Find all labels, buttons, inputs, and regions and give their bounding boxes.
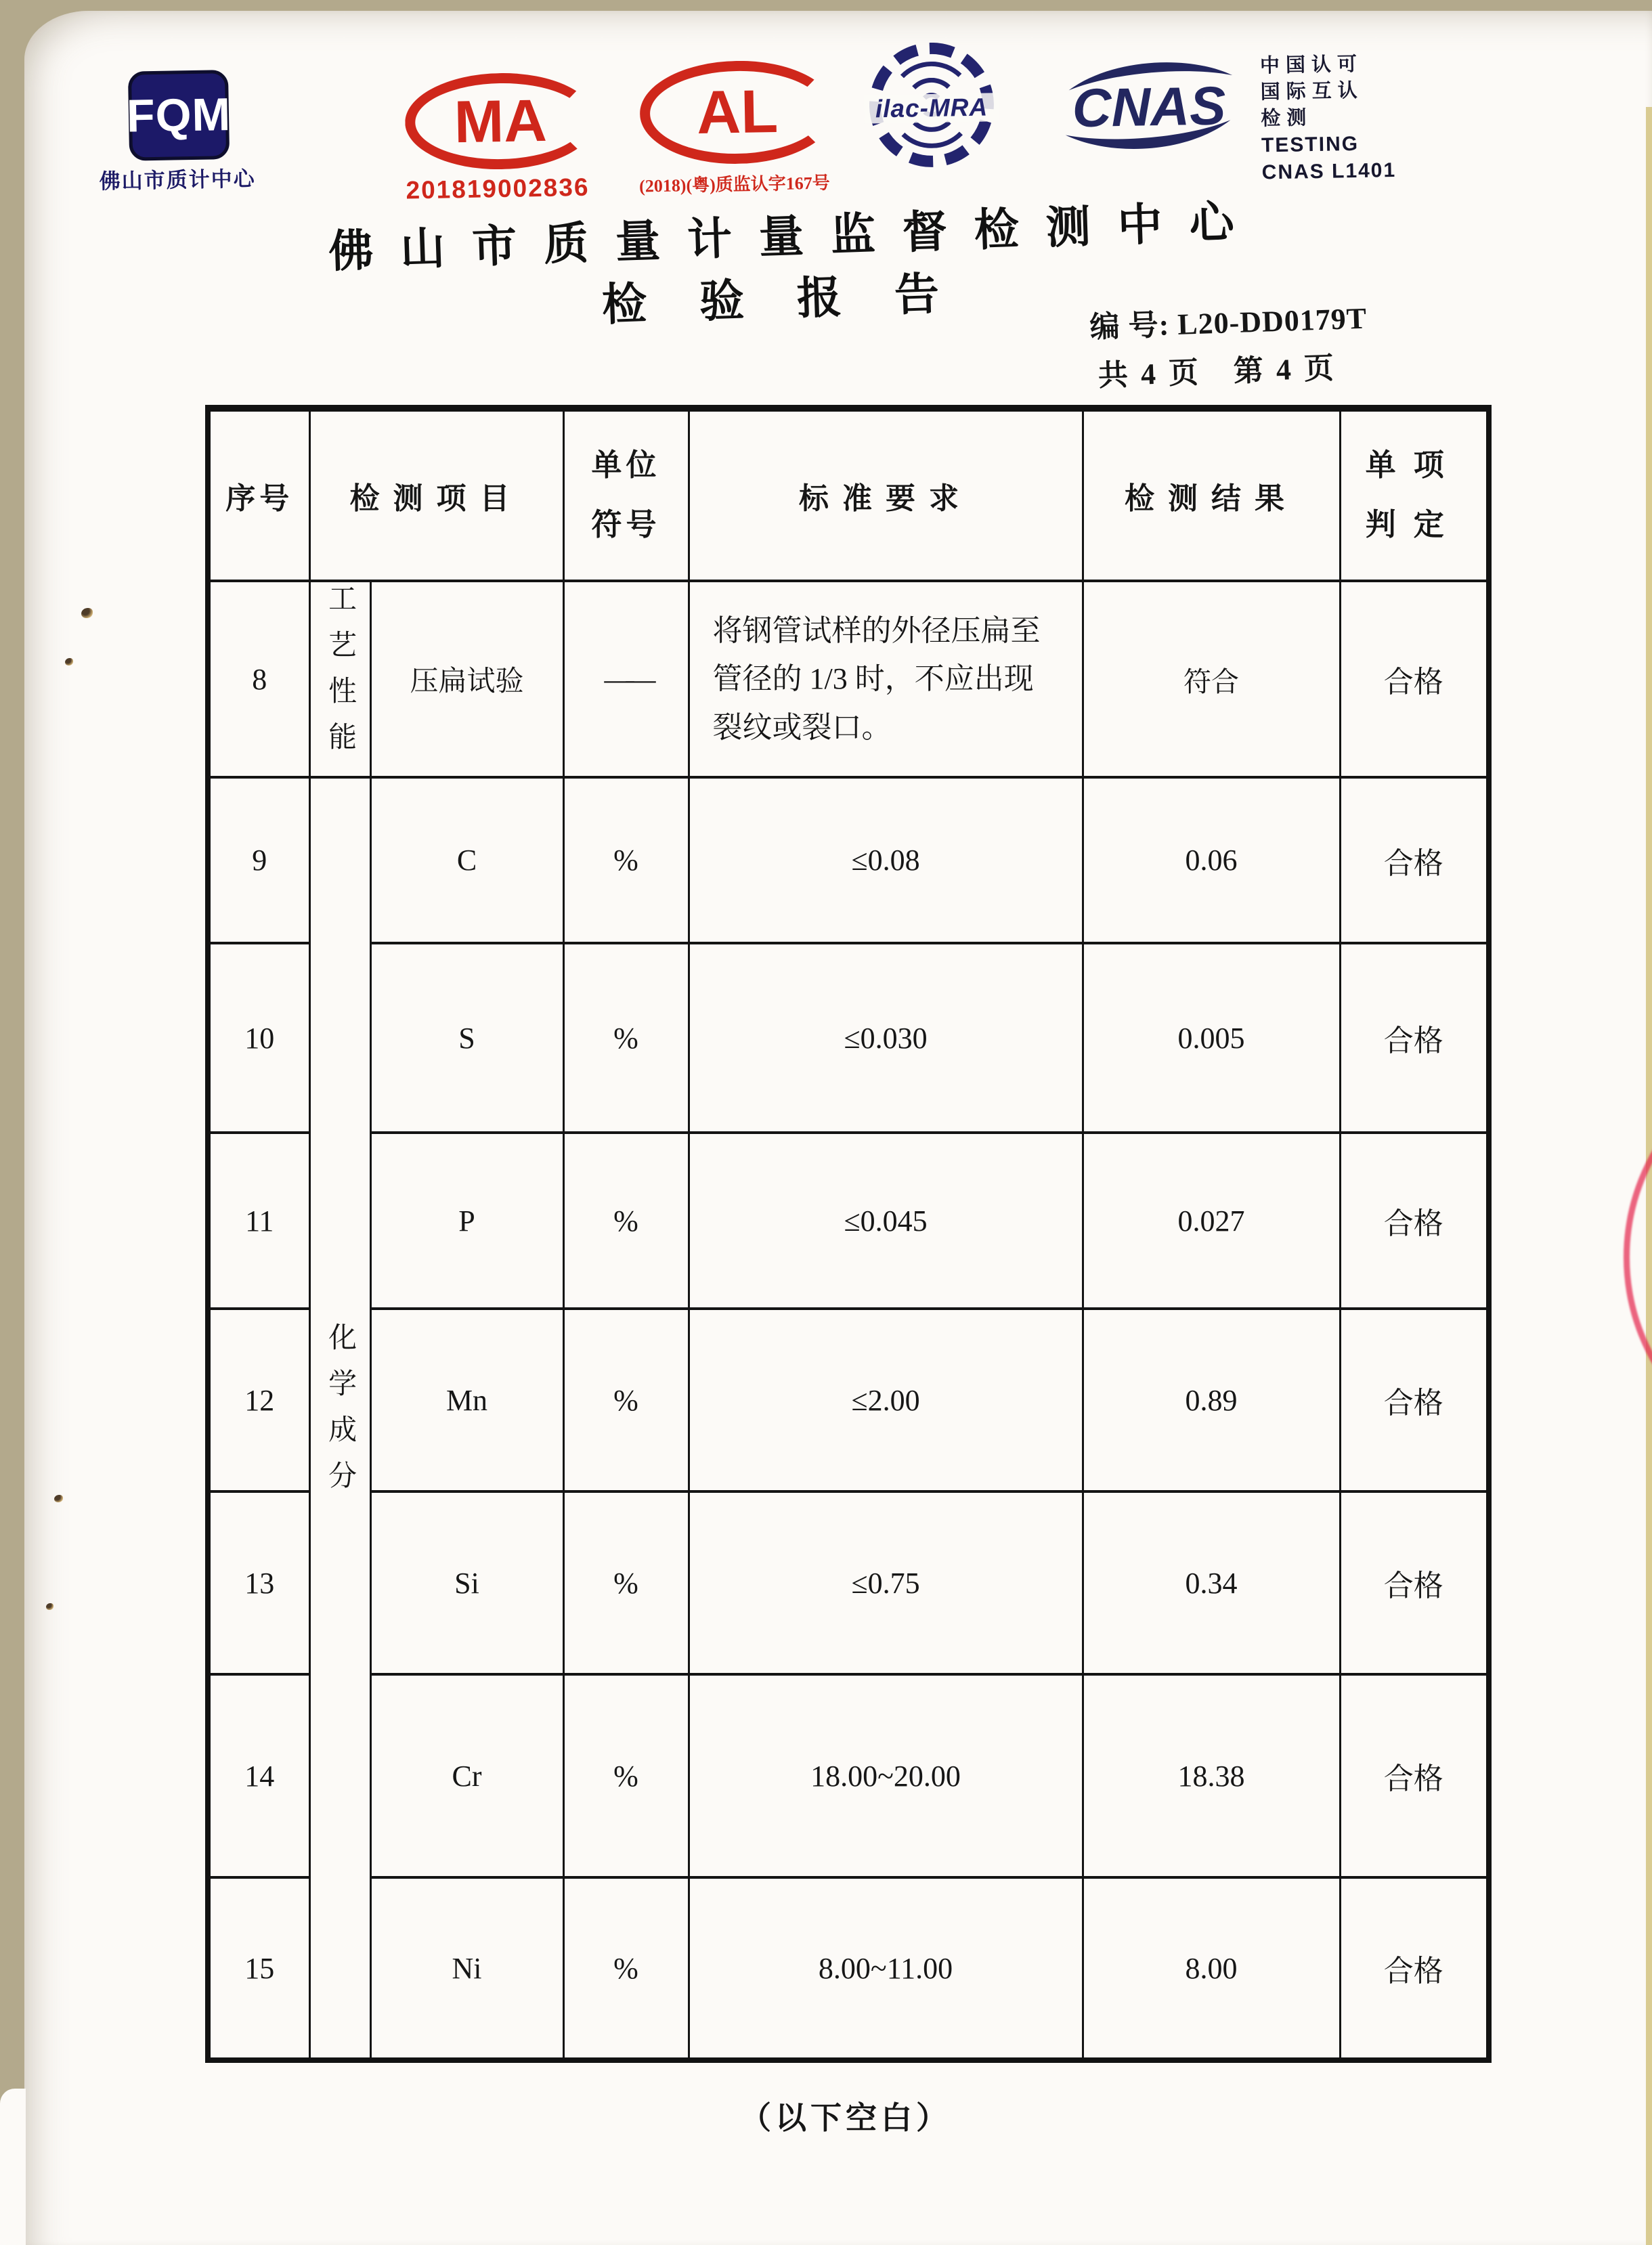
- col-header-no: 序号: [208, 408, 309, 581]
- report-number-line: [1089, 294, 1367, 347]
- org-title: 佛山市质量计量监督检测中心: [328, 195, 1262, 277]
- cell-result: 0.89: [1083, 1309, 1340, 1491]
- cnas-line: 检测: [1261, 107, 1313, 130]
- table-row: [208, 1877, 1489, 2060]
- cell-judgment: 合格: [1340, 1491, 1489, 1674]
- report-number-value: L20-DD0179T: [1177, 301, 1368, 341]
- blank-below-note: （以下空白）: [740, 2101, 951, 2135]
- table-row: [208, 581, 1489, 777]
- cal-caption: (2018)(粤)质监认字167号: [638, 173, 830, 196]
- cnas-line-testing: TESTING: [1261, 132, 1360, 157]
- cell-item: Si: [370, 1491, 563, 1674]
- cell-item: Ni: [370, 1877, 563, 2060]
- cell-item: 压扁试验: [370, 581, 563, 777]
- cell-no: 13: [208, 1491, 309, 1674]
- paper-bottom-left: [0, 2089, 26, 2245]
- cell-item: Cr: [370, 1674, 563, 1877]
- cell-judgment: 合格: [1340, 1877, 1489, 2060]
- cell-item: P: [370, 1133, 563, 1309]
- cell-judgment: 合格: [1340, 1309, 1489, 1491]
- cnas-line: 中国认可: [1259, 53, 1364, 77]
- cell-no: 15: [208, 1877, 309, 2060]
- col-header-judgment: 单项 判定: [1340, 408, 1489, 581]
- cell-standard: ≤2.00: [689, 1309, 1083, 1491]
- cma-certificate-number: 201819002836: [406, 173, 590, 204]
- col-header-result: 检测结果: [1083, 408, 1340, 581]
- cell-standard: ≤0.75: [689, 1491, 1083, 1674]
- cell-standard: 8.00~11.00: [689, 1877, 1083, 2060]
- cell-result: 8.00: [1083, 1877, 1340, 2060]
- cell-unit: %: [563, 777, 689, 943]
- cell-judgment: 合格: [1340, 581, 1489, 777]
- cell-standard: ≤0.030: [689, 943, 1083, 1133]
- cell-category: 工艺性能: [309, 581, 370, 777]
- table-row: [208, 1674, 1489, 1877]
- cell-standard: ≤0.08: [689, 777, 1083, 943]
- cell-standard: 18.00~20.00: [689, 1674, 1083, 1877]
- cell-result: 18.38: [1083, 1674, 1340, 1877]
- cell-no: 8: [208, 581, 309, 777]
- cell-no: 12: [208, 1309, 309, 1491]
- cnas-line: 国际互认: [1260, 79, 1364, 104]
- cell-item: C: [370, 777, 563, 943]
- results-table: [205, 405, 1492, 2063]
- table-header-row: [208, 408, 1489, 581]
- cell-unit: %: [563, 943, 689, 1133]
- cell-result: 0.005: [1083, 943, 1340, 1133]
- table-row: [208, 1133, 1489, 1309]
- cell-result: 0.34: [1083, 1491, 1340, 1674]
- cell-result: 0.06: [1083, 777, 1340, 943]
- cell-judgment: 合格: [1340, 777, 1489, 943]
- cal-logo-text: AL: [696, 77, 779, 147]
- cell-no: 14: [208, 1674, 309, 1877]
- cell-item: Mn: [370, 1309, 563, 1491]
- col-header-item: 检测项目: [309, 408, 563, 581]
- title-block: [0, 0, 1650, 393]
- cma-logo-text: MA: [453, 86, 548, 156]
- cell-unit: ——: [563, 581, 689, 777]
- page-count: 共 4 页 第 4 页: [1097, 351, 1337, 393]
- fqm-logo-text: FQM: [126, 88, 232, 142]
- table-row: [208, 1491, 1489, 1674]
- cell-no: 10: [208, 943, 309, 1133]
- cnas-logo-text: CNAS: [1071, 75, 1227, 139]
- cell-no: 11: [208, 1133, 309, 1309]
- cell-unit: %: [563, 1309, 689, 1491]
- cell-result: 符合: [1083, 581, 1340, 777]
- table-row: [208, 943, 1489, 1133]
- cell-category: 化学成分: [309, 777, 370, 2060]
- table-row: [208, 777, 1489, 943]
- cell-unit: %: [563, 1133, 689, 1309]
- report-number-label: 编 号:: [1089, 307, 1179, 345]
- cell-unit: %: [563, 1491, 689, 1674]
- col-header-unit: 单位 符号: [563, 408, 689, 581]
- report-title: 检验报告: [601, 266, 993, 330]
- cell-judgment: 合格: [1340, 1674, 1489, 1877]
- cell-judgment: 合格: [1340, 1133, 1489, 1309]
- fqm-caption: 佛山市质计中心: [99, 167, 256, 194]
- cell-standard: 将钢管试样的外径压扁至管径的 1/3 时，不应出现裂纹或裂口。: [689, 581, 1083, 777]
- cell-unit: %: [563, 1877, 689, 2060]
- table-row: [208, 1309, 1489, 1491]
- cell-unit: %: [563, 1674, 689, 1877]
- cell-result: 0.027: [1083, 1133, 1340, 1309]
- cell-judgment: 合格: [1340, 943, 1489, 1133]
- cnas-line-number: CNAS L1401: [1261, 158, 1397, 184]
- col-header-standard: 标准要求: [689, 408, 1083, 581]
- cell-standard: ≤0.045: [689, 1133, 1083, 1309]
- cell-no: 9: [208, 777, 309, 943]
- ilac-mra-text: ilac-MRA: [864, 93, 1000, 123]
- cell-item: S: [370, 943, 563, 1133]
